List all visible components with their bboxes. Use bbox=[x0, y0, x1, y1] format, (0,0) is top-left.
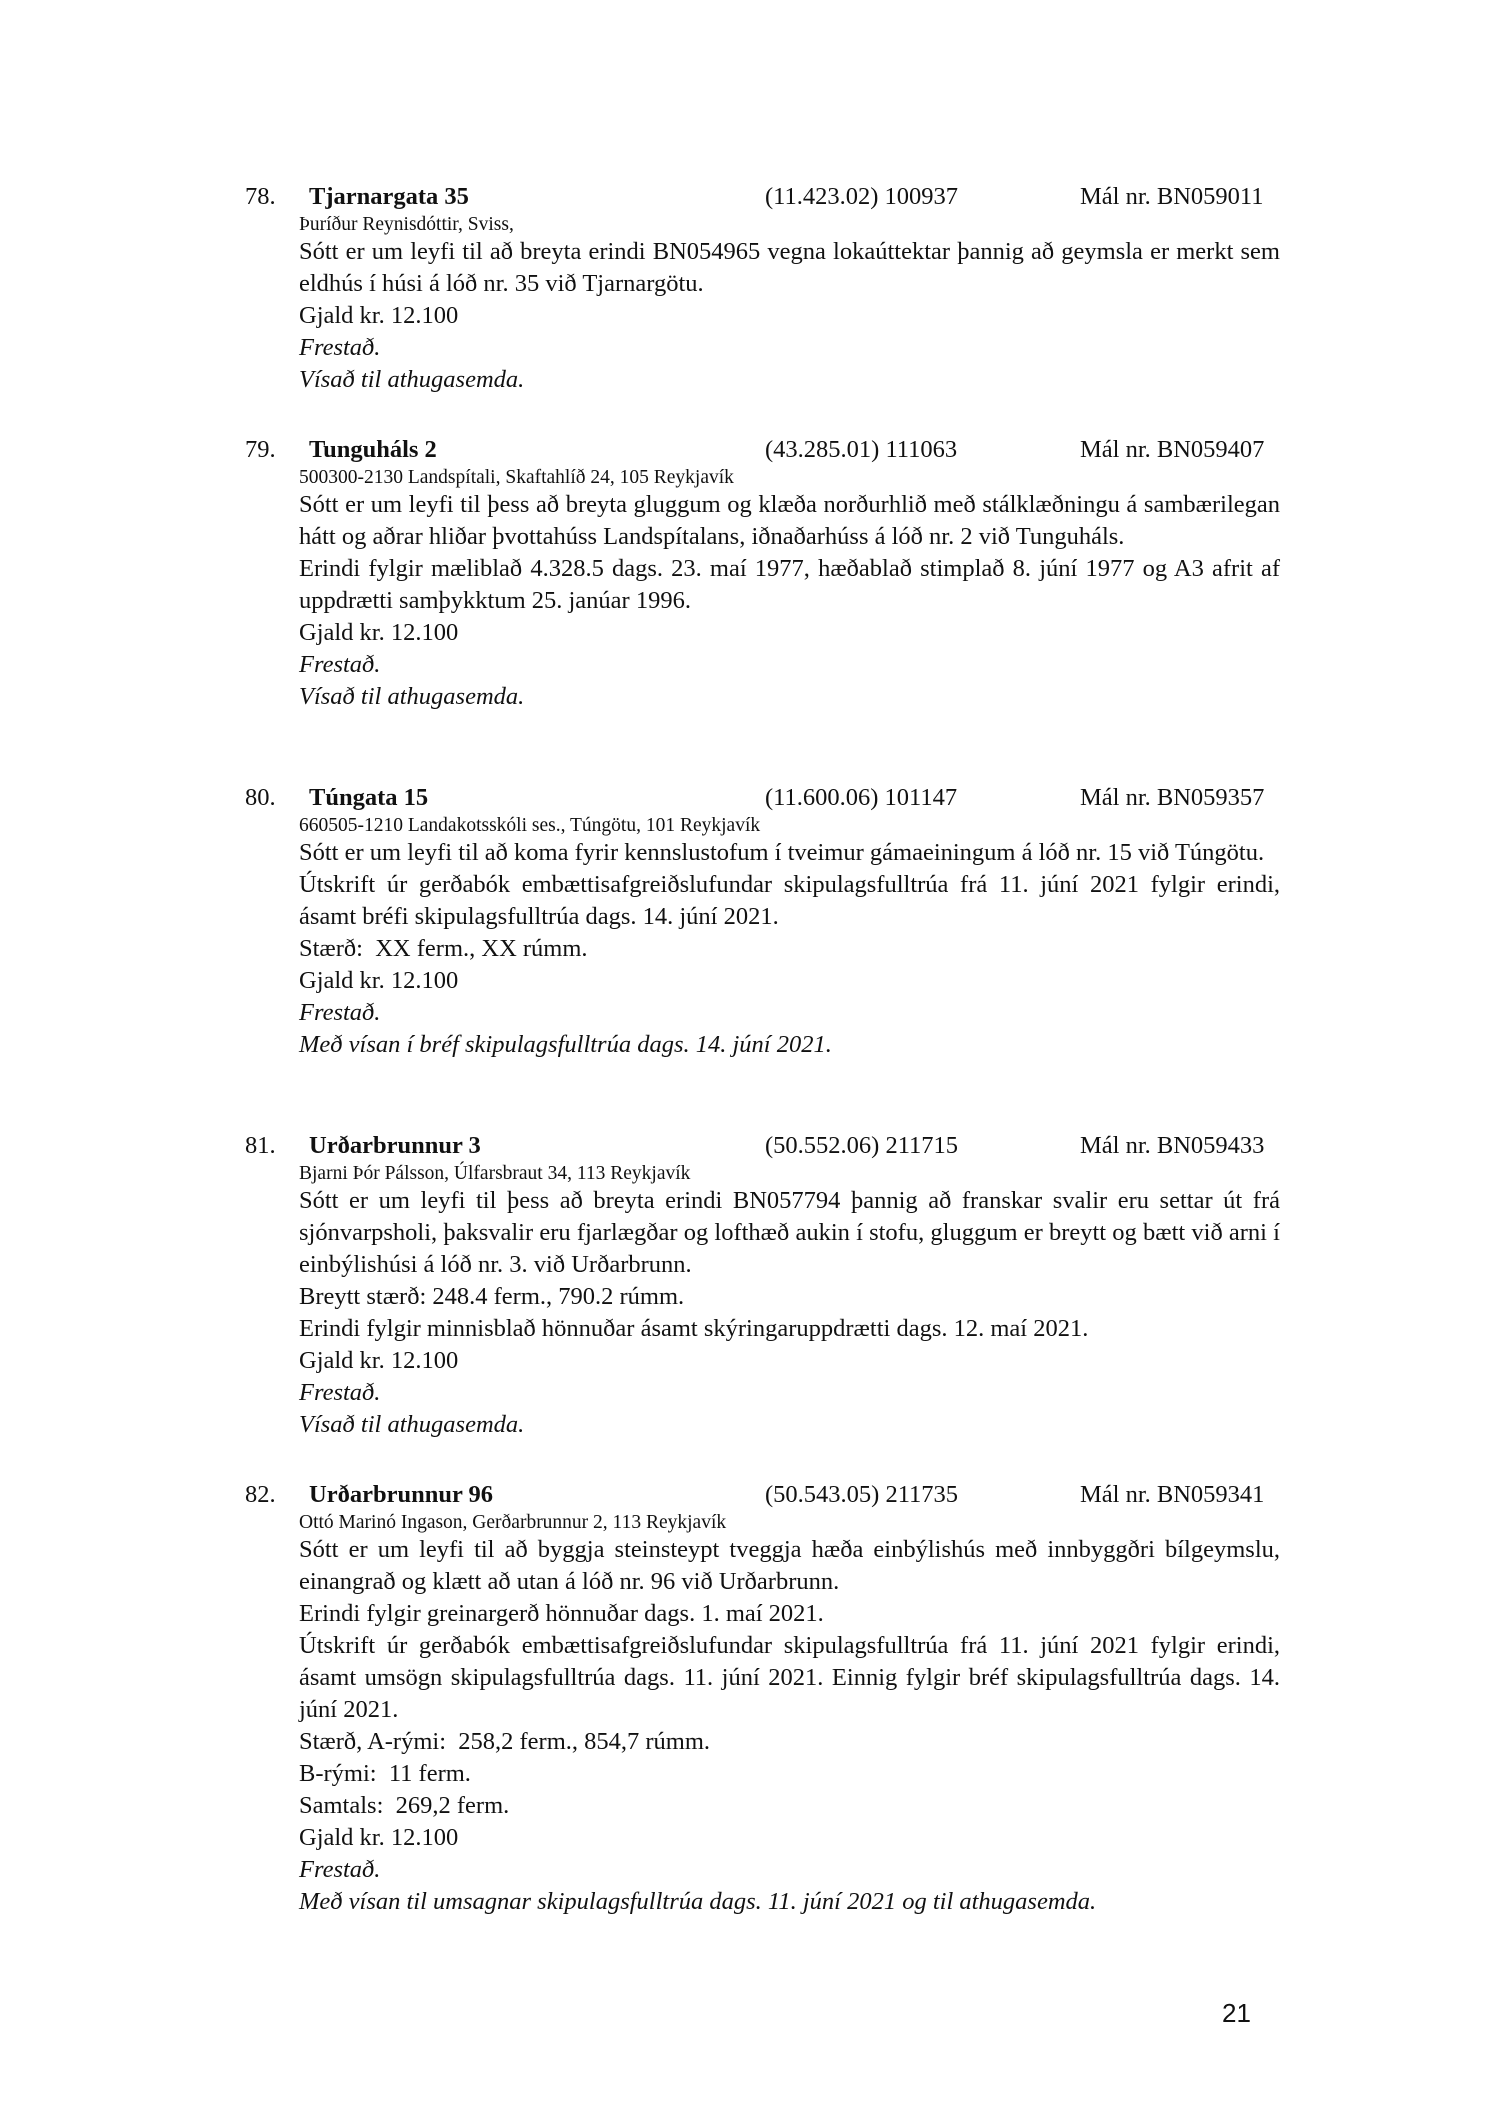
entry-78 bbox=[0, 181, 1500, 396]
entry-number: 80. bbox=[245, 784, 276, 811]
entry-size-a: Stærð, A-rými: 258,2 ferm., 854,7 rúmm. bbox=[299, 1728, 711, 1755]
entry-case-number: Mál nr. BN059357 bbox=[1080, 784, 1265, 811]
entry-note: Með vísan í bréf skipulagsfulltrúa dags. 14. júní 2021. bbox=[299, 1031, 832, 1058]
entry-lot-number: (11.600.06) 101147 bbox=[765, 784, 958, 811]
entry-applicant: Ottó Marinó Ingason, Gerðarbrunnur 2, 113 Reykjavík bbox=[299, 1512, 727, 1533]
entry-attachments: Erindi fylgir minnisblað hönnuðar ásamt skýringaruppdrætti dags. 12. maí 2021. bbox=[299, 1315, 1089, 1342]
entry-case-number: Mál nr. BN059407 bbox=[1080, 436, 1265, 463]
entry-size: Breytt stærð: 248.4 ferm., 790.2 rúmm. bbox=[299, 1283, 685, 1310]
entry-decision: Frestað. bbox=[299, 999, 381, 1026]
entry-attachments: Útskrift úr gerðabók embættisafgreiðslufundar skipulagsfulltrúa frá 11. júní 2021 fylgir erindi, ásamt bréfi skipulagsfulltrúa dags. 14. júní 2021. bbox=[299, 871, 1280, 930]
entry-size: Stærð: XX ferm., XX rúmm. bbox=[299, 935, 588, 962]
entry-number: 82. bbox=[245, 1481, 276, 1508]
entry-description: Sótt er um leyfi til að byggja steinsteypt tveggja hæða einbýlishús með innbyggðri bílgeymslu, einangrað og klætt að utan á lóð nr. 96 við Urðarbrunn. bbox=[299, 1536, 1280, 1595]
entry-fee: Gjald kr. 12.100 bbox=[299, 1824, 459, 1851]
entry-fee: Gjald kr. 12.100 bbox=[299, 619, 459, 646]
entry-applicant: Bjarni Þór Pálsson, Úlfarsbraut 34, 113 Reykjavík bbox=[299, 1163, 691, 1184]
entry-body bbox=[299, 837, 1280, 1061]
entry-address: Tjarnargata 35 bbox=[309, 183, 469, 210]
entry-size-total: Samtals: 269,2 ferm. bbox=[299, 1792, 510, 1819]
entry-lot-number: (43.285.01) 111063 bbox=[765, 436, 958, 463]
entry-decision: Frestað. bbox=[299, 651, 381, 678]
entry-header bbox=[0, 1130, 1500, 1162]
entry-address: Tunguháls 2 bbox=[309, 436, 437, 463]
entry-body bbox=[299, 1534, 1280, 1918]
entry-note: Með vísan til umsagnar skipulagsfulltrúa dags. 11. júní 2021 og til athugasemda. bbox=[299, 1888, 1097, 1915]
entry-body bbox=[299, 1185, 1280, 1441]
entry-82 bbox=[0, 1479, 1500, 1918]
entry-decision: Frestað. bbox=[299, 1856, 381, 1883]
entry-decision: Frestað. bbox=[299, 334, 381, 361]
entry-applicant: 660505-1210 Landakotsskóli ses., Túngötu, 101 Reykjavík bbox=[299, 815, 761, 836]
entry-number: 79. bbox=[245, 436, 276, 463]
entry-case-number: Mál nr. BN059341 bbox=[1080, 1481, 1265, 1508]
entry-fee: Gjald kr. 12.100 bbox=[299, 967, 459, 994]
entry-number: 78. bbox=[245, 183, 276, 210]
entry-header bbox=[0, 181, 1500, 213]
entry-decision: Frestað. bbox=[299, 1379, 381, 1406]
entry-attachments: Erindi fylgir greinargerð hönnuðar dags. 1. maí 2021. bbox=[299, 1600, 824, 1627]
entry-extract: Útskrift úr gerðabók embættisafgreiðslufundar skipulagsfulltrúa frá 11. júní 2021 fylgir erindi, ásamt umsögn skipulagsfulltrúa dags. 11. júní 2021. Einnig fylgir bréf skipulagsfulltrúa dags. 14. júní 2021. bbox=[299, 1632, 1280, 1723]
entry-lot-number: (50.543.05) 211735 bbox=[765, 1481, 959, 1508]
entry-attachments: Erindi fylgir mæliblað 4.328.5 dags. 23. maí 1977, hæðablað stimplað 8. júní 1977 og A3 afrit af uppdrætti samþykktum 25. janúar 1996. bbox=[299, 555, 1280, 614]
entry-fee: Gjald kr. 12.100 bbox=[299, 1347, 459, 1374]
entry-80 bbox=[0, 782, 1500, 1061]
entry-applicant: 500300-2130 Landspítali, Skaftahlíð 24, 105 Reykjavík bbox=[299, 467, 734, 488]
entry-header bbox=[0, 1479, 1500, 1511]
entry-address: Urðarbrunnur 96 bbox=[309, 1481, 494, 1508]
entry-note: Vísað til athugasemda. bbox=[299, 683, 525, 710]
entry-header bbox=[0, 434, 1500, 466]
entry-body bbox=[299, 236, 1280, 396]
entry-fee: Gjald kr. 12.100 bbox=[299, 302, 459, 329]
entry-body bbox=[299, 489, 1280, 713]
entry-79 bbox=[0, 434, 1500, 713]
entry-description: Sótt er um leyfi til að koma fyrir kennslustofum í tveimur gámaeiningum á lóð nr. 15 við Túngötu. bbox=[299, 839, 1265, 866]
entry-address: Túngata 15 bbox=[309, 784, 429, 811]
entry-address: Urðarbrunnur 3 bbox=[309, 1132, 481, 1159]
page-number: 21 bbox=[1222, 1998, 1251, 2028]
entry-applicant: Þuríður Reynisdóttir, Sviss, bbox=[299, 214, 514, 235]
entry-number: 81. bbox=[245, 1132, 276, 1159]
entry-note: Vísað til athugasemda. bbox=[299, 366, 525, 393]
entry-description: Sótt er um leyfi til þess að breyta gluggum og klæða norðurhlið með stálklæðningu á sambærilegan hátt og aðrar hliðar þvottahúss Landspítalans, iðnaðarhúss á lóð nr. 2 við Tunguháls. bbox=[299, 491, 1280, 550]
entry-lot-number: (50.552.06) 211715 bbox=[765, 1132, 959, 1159]
entry-header bbox=[0, 782, 1500, 814]
entry-case-number: Mál nr. BN059433 bbox=[1080, 1132, 1265, 1159]
entry-note: Vísað til athugasemda. bbox=[299, 1411, 525, 1438]
entry-size-b: B-rými: 11 ferm. bbox=[299, 1760, 471, 1787]
entry-lot-number: (11.423.02) 100937 bbox=[765, 183, 959, 210]
entry-81 bbox=[0, 1130, 1500, 1441]
entry-description: Sótt er um leyfi til þess að breyta erindi BN057794 þannig að franskar svalir eru settar út frá sjónvarpsholi, þaksvalir eru fjarlægðar og lofthæð aukin í stofu, gluggum er breytt og bætt við arni í einbýlishúsi á lóð nr. 3. við Urðarbrunn. bbox=[299, 1187, 1280, 1278]
entry-case-number: Mál nr. BN059011 bbox=[1080, 183, 1264, 210]
entry-description: Sótt er um leyfi til að breyta erindi BN054965 vegna lokaúttektar þannig að geymsla er merkt sem eldhús í húsi á lóð nr. 35 við Tjarnargötu. bbox=[299, 238, 1280, 297]
